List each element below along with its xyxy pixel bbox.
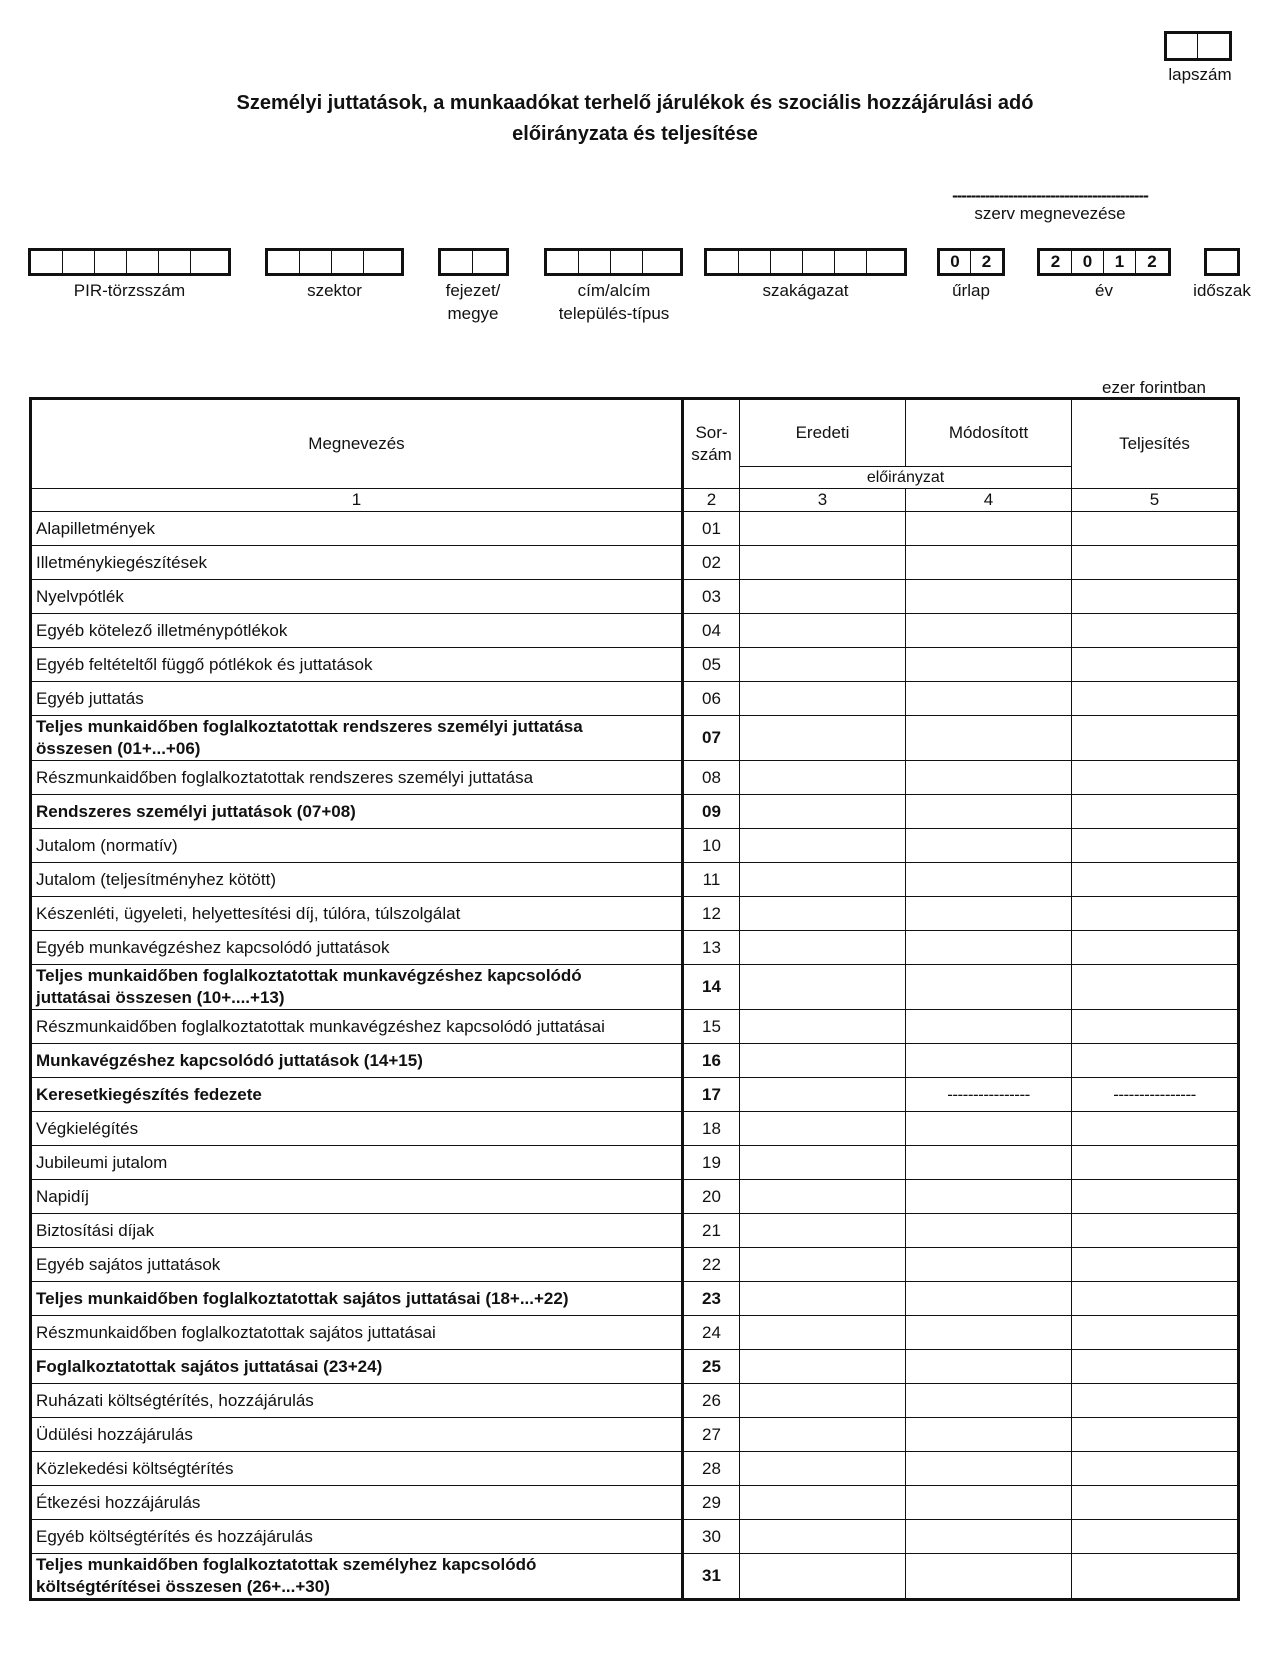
table-row (31, 1282, 1239, 1316)
row-label: Részmunkaidőben foglalkoztatottak sajátos juttatásai (31, 1316, 683, 1350)
col-number-5: 5 (1072, 489, 1239, 512)
performance-cell[interactable] (1072, 965, 1239, 1010)
row-label: Teljes munkaidőben foglalkoztatottak sajátos juttatásai (18+...+22) (31, 1282, 683, 1316)
performance-cell[interactable] (1072, 580, 1239, 614)
row-serial-number: 13 (683, 931, 740, 965)
row-label: Jutalom (normatív) (31, 829, 683, 863)
original-appropriation-cell[interactable] (740, 682, 906, 716)
table-row (31, 761, 1239, 795)
page-number-digit-1[interactable] (1167, 34, 1198, 58)
col-number-2: 2 (683, 489, 740, 512)
performance-cell[interactable] (1072, 614, 1239, 648)
table-row (31, 546, 1239, 580)
table-row (31, 1010, 1239, 1044)
row-serial-number: 09 (683, 795, 740, 829)
row-serial-number: 26 (683, 1384, 740, 1418)
original-appropriation-cell[interactable] (740, 1044, 906, 1078)
original-appropriation-cell[interactable] (740, 1112, 906, 1146)
performance-cell[interactable] (1072, 1418, 1239, 1452)
original-appropriation-cell[interactable] (740, 1248, 906, 1282)
performance-cell[interactable] (1072, 863, 1239, 897)
modified-appropriation-cell[interactable] (906, 580, 1072, 614)
row-serial-number: 27 (683, 1418, 740, 1452)
original-appropriation-cell[interactable] (740, 795, 906, 829)
row-serial-number: 10 (683, 829, 740, 863)
table-row (31, 1044, 1239, 1078)
table-row (31, 965, 1239, 1010)
row-label: Egyéb feltételtől függő pótlékok és juttatások (31, 648, 683, 682)
performance-cell[interactable] (1072, 1180, 1239, 1214)
form-digit-1[interactable]: 0 (940, 251, 971, 273)
modified-appropriation-cell[interactable] (906, 1350, 1072, 1384)
row-label: Egyéb juttatás (31, 682, 683, 716)
row-label: Üdülési hozzájárulás (31, 1418, 683, 1452)
modified-appropriation-cell[interactable] (906, 829, 1072, 863)
header-performance: Teljesítés (1072, 399, 1239, 489)
row-serial-number: 02 (683, 546, 740, 580)
original-appropriation-cell[interactable] (740, 1486, 906, 1520)
org-name-line[interactable]: ------------------------------------------ (952, 186, 1148, 205)
original-appropriation-cell[interactable] (740, 1452, 906, 1486)
original-appropriation-cell[interactable] (740, 1554, 906, 1600)
original-appropriation-cell[interactable] (740, 897, 906, 931)
original-appropriation-cell[interactable] (740, 512, 906, 546)
original-appropriation-cell[interactable] (740, 580, 906, 614)
row-label: Egyéb kötelező illetménypótlékok (31, 614, 683, 648)
modified-appropriation-cell[interactable] (906, 512, 1072, 546)
modified-appropriation-cell[interactable] (906, 546, 1072, 580)
table-row (31, 1248, 1239, 1282)
performance-cell[interactable] (1072, 761, 1239, 795)
page-title (140, 88, 1130, 150)
modified-appropriation-cell[interactable] (906, 1010, 1072, 1044)
performance-cell[interactable] (1072, 682, 1239, 716)
original-appropriation-cell[interactable] (740, 1520, 906, 1554)
modified-appropriation-cell[interactable] (906, 716, 1072, 761)
title-code-boxes[interactable] (544, 248, 683, 276)
chapter-label-2: megye (447, 304, 499, 323)
original-appropriation-cell[interactable] (740, 863, 906, 897)
table-row (31, 1486, 1239, 1520)
original-appropriation-cell[interactable] (740, 716, 906, 761)
original-appropriation-cell[interactable] (740, 1350, 906, 1384)
table-row (31, 1316, 1239, 1350)
table-row (31, 682, 1239, 716)
branch-boxes[interactable] (704, 248, 907, 276)
year-digit-4[interactable]: 2 (1147, 252, 1157, 271)
title-line-1: Személyi juttatások, a munkaadókat terhelő járulékok és szociális hozzájárulási adó (236, 92, 1034, 114)
row-label: Részmunkaidőben foglalkoztatottak rendszeres személyi juttatása (31, 761, 683, 795)
table-row (31, 1452, 1239, 1486)
modified-appropriation-cell[interactable] (906, 1316, 1072, 1350)
table-row (31, 829, 1239, 863)
unit-label: ezer forintban (1102, 378, 1206, 397)
performance-cell: ---------------- (1072, 1078, 1239, 1112)
original-appropriation-cell[interactable] (740, 1282, 906, 1316)
col-number-4: 4 (906, 489, 1072, 512)
row-serial-number: 07 (683, 716, 740, 761)
performance-cell[interactable] (1072, 1214, 1239, 1248)
performance-cell[interactable] (1072, 716, 1239, 761)
original-appropriation-cell[interactable] (740, 1180, 906, 1214)
performance-cell[interactable] (1072, 1282, 1239, 1316)
row-serial-number: 06 (683, 682, 740, 716)
table-row (31, 795, 1239, 829)
header-name: Megnevezés (31, 399, 683, 489)
header-modified: Módosított (906, 399, 1072, 467)
original-appropriation-cell[interactable] (740, 1010, 906, 1044)
title-code-label-2: település-típus (558, 304, 670, 323)
table-body (31, 512, 1239, 1600)
year-digit-2[interactable]: 0 (1072, 251, 1104, 273)
period-label: időszak (1193, 281, 1251, 300)
col-number-1: 1 (31, 489, 683, 512)
table-row (31, 648, 1239, 682)
row-label: Végkielégítés (31, 1112, 683, 1146)
row-label: Rendszeres személyi juttatások (07+08) (31, 795, 683, 829)
original-appropriation-cell[interactable] (740, 829, 906, 863)
modified-appropriation-cell[interactable] (906, 1418, 1072, 1452)
pir-number-boxes[interactable] (28, 248, 231, 276)
row-label: Biztosítási díjak (31, 1214, 683, 1248)
modified-appropriation-cell[interactable] (906, 614, 1072, 648)
row-label: Teljes munkaidőben foglalkoztatottak személyhez kapcsolódó költségtérítései összesen (26+...+30) (31, 1554, 683, 1600)
row-serial-number: 17 (683, 1078, 740, 1112)
row-label: Alapilletmények (31, 512, 683, 546)
row-serial-number: 21 (683, 1214, 740, 1248)
org-name-label: szerv megnevezése (974, 204, 1126, 223)
table-row (31, 1214, 1239, 1248)
table-row (31, 1554, 1239, 1600)
row-serial-number: 19 (683, 1146, 740, 1180)
row-serial-number: 25 (683, 1350, 740, 1384)
row-label: Közlekedési költségtérítés (31, 1452, 683, 1486)
table-row (31, 1078, 1239, 1112)
row-serial-number: 28 (683, 1452, 740, 1486)
row-label: Egyéb költségtérítés és hozzájárulás (31, 1520, 683, 1554)
modified-appropriation-cell[interactable] (906, 1384, 1072, 1418)
period-box[interactable] (1204, 248, 1240, 276)
performance-cell[interactable] (1072, 829, 1239, 863)
row-serial-number: 12 (683, 897, 740, 931)
row-label: Munkavégzéshez kapcsolódó juttatások (14+15) (31, 1044, 683, 1078)
performance-cell[interactable] (1072, 1248, 1239, 1282)
performance-cell[interactable] (1072, 1316, 1239, 1350)
year-digit-3[interactable]: 1 (1104, 251, 1136, 273)
table-row (31, 897, 1239, 931)
row-label: Foglalkoztatottak sajátos juttatásai (23+24) (31, 1350, 683, 1384)
page-number-digit-2[interactable] (1198, 34, 1229, 58)
modified-appropriation-cell[interactable] (906, 1146, 1072, 1180)
performance-cell[interactable] (1072, 1486, 1239, 1520)
modified-appropriation-cell[interactable] (906, 863, 1072, 897)
table-row (31, 1180, 1239, 1214)
table-row (31, 1112, 1239, 1146)
form-boxes[interactable] (937, 248, 1005, 276)
row-serial-number: 31 (683, 1554, 740, 1600)
modified-appropriation-cell[interactable] (906, 965, 1072, 1010)
table-row (31, 1350, 1239, 1384)
modified-appropriation-cell[interactable] (906, 1112, 1072, 1146)
performance-cell[interactable] (1072, 1520, 1239, 1554)
sector-label: szektor (307, 281, 362, 300)
modified-appropriation-cell[interactable] (906, 1486, 1072, 1520)
modified-appropriation-cell[interactable] (906, 931, 1072, 965)
row-serial-number: 18 (683, 1112, 740, 1146)
row-serial-number: 29 (683, 1486, 740, 1520)
performance-cell[interactable] (1072, 795, 1239, 829)
row-serial-number: 16 (683, 1044, 740, 1078)
row-label: Ruházati költségtérítés, hozzájárulás (31, 1384, 683, 1418)
performance-cell[interactable] (1072, 1146, 1239, 1180)
row-serial-number: 03 (683, 580, 740, 614)
modified-appropriation-cell[interactable] (906, 795, 1072, 829)
row-label: Nyelvpótlék (31, 580, 683, 614)
table-row (31, 614, 1239, 648)
modified-appropriation-cell[interactable] (906, 1520, 1072, 1554)
chapter-label-1: fejezet/ (445, 281, 501, 300)
table-row (31, 512, 1239, 546)
original-appropriation-cell[interactable] (740, 648, 906, 682)
table-row (31, 863, 1239, 897)
original-appropriation-cell[interactable] (740, 965, 906, 1010)
sector-boxes[interactable] (265, 248, 404, 276)
page-number-box[interactable] (1164, 31, 1232, 61)
original-appropriation-cell[interactable] (740, 761, 906, 795)
row-serial-number: 22 (683, 1248, 740, 1282)
header-original: Eredeti (740, 399, 906, 467)
row-serial-number: 23 (683, 1282, 740, 1316)
row-serial-number: 20 (683, 1180, 740, 1214)
modified-appropriation-cell[interactable] (906, 1180, 1072, 1214)
title-line-2: előirányzata és teljesítése (512, 123, 758, 145)
row-label: Egyéb sajátos juttatások (31, 1248, 683, 1282)
row-label: Jubileumi jutalom (31, 1146, 683, 1180)
row-label: Illetménykiegészítések (31, 546, 683, 580)
pir-number-label: PIR-törzsszám (73, 281, 186, 300)
row-label: Egyéb munkavégzéshez kapcsolódó juttatások (31, 931, 683, 965)
performance-cell[interactable] (1072, 1452, 1239, 1486)
original-appropriation-cell[interactable] (740, 1316, 906, 1350)
chapter-boxes[interactable] (438, 248, 509, 276)
original-appropriation-cell[interactable] (740, 1078, 906, 1112)
original-appropriation-cell[interactable] (740, 1214, 906, 1248)
row-label: Részmunkaidőben foglalkoztatottak munkavégzéshez kapcsolódó juttatásai (31, 1010, 683, 1044)
row-serial-number: 04 (683, 614, 740, 648)
table-row (31, 716, 1239, 761)
modified-appropriation-cell[interactable] (906, 1248, 1072, 1282)
table-row (31, 1520, 1239, 1554)
modified-appropriation-cell[interactable] (906, 1044, 1072, 1078)
performance-cell[interactable] (1072, 1010, 1239, 1044)
performance-cell[interactable] (1072, 546, 1239, 580)
header-serial: Sor- szám (683, 399, 740, 489)
performance-cell[interactable] (1072, 1112, 1239, 1146)
original-appropriation-cell[interactable] (740, 614, 906, 648)
performance-cell[interactable] (1072, 897, 1239, 931)
original-appropriation-cell[interactable] (740, 931, 906, 965)
row-serial-number: 30 (683, 1520, 740, 1554)
original-appropriation-cell[interactable] (740, 1418, 906, 1452)
performance-cell[interactable] (1072, 1350, 1239, 1384)
year-label: év (1095, 281, 1113, 300)
modified-appropriation-cell[interactable] (906, 682, 1072, 716)
page-number-label: lapszám (1168, 65, 1232, 84)
modified-appropriation-cell: ---------------- (906, 1078, 1072, 1112)
performance-cell[interactable] (1072, 1554, 1239, 1600)
table-row (31, 1418, 1239, 1452)
table-row (31, 931, 1239, 965)
table-row (31, 1146, 1239, 1180)
modified-appropriation-cell[interactable] (906, 648, 1072, 682)
modified-appropriation-cell[interactable] (906, 1282, 1072, 1316)
row-serial-number: 14 (683, 965, 740, 1010)
row-serial-number: 01 (683, 512, 740, 546)
title-code-label-1: cím/alcím (577, 281, 651, 300)
original-appropriation-cell[interactable] (740, 546, 906, 580)
row-serial-number: 24 (683, 1316, 740, 1350)
modified-appropriation-cell[interactable] (906, 1452, 1072, 1486)
performance-cell[interactable] (1072, 512, 1239, 546)
row-serial-number: 05 (683, 648, 740, 682)
row-label: Készenléti, ügyeleti, helyettesítési díj, túlóra, túlszolgálat (31, 897, 683, 931)
row-label: Teljes munkaidőben foglalkoztatottak munkavégzéshez kapcsolódó juttatásai összesen (10+....+13) (31, 965, 683, 1010)
row-label: Napidíj (31, 1180, 683, 1214)
row-serial-number: 11 (683, 863, 740, 897)
row-label: Teljes munkaidőben foglalkoztatottak rendszeres személyi juttatása összesen (01+...+06) (31, 716, 683, 761)
appropriation-table (29, 397, 1240, 1601)
branch-label: szakágazat (762, 281, 849, 300)
row-serial-number: 15 (683, 1010, 740, 1044)
row-label: Keresetkiegészítés fedezete (31, 1078, 683, 1112)
row-label: Jutalom (teljesítményhez kötött) (31, 863, 683, 897)
table-row (31, 580, 1239, 614)
performance-cell[interactable] (1072, 1384, 1239, 1418)
modified-appropriation-cell[interactable] (906, 897, 1072, 931)
performance-cell[interactable] (1072, 1044, 1239, 1078)
performance-cell[interactable] (1072, 931, 1239, 965)
original-appropriation-cell[interactable] (740, 1384, 906, 1418)
modified-appropriation-cell[interactable] (906, 1214, 1072, 1248)
row-serial-number: 08 (683, 761, 740, 795)
original-appropriation-cell[interactable] (740, 1146, 906, 1180)
year-boxes[interactable] (1037, 248, 1171, 276)
performance-cell[interactable] (1072, 648, 1239, 682)
form-label: űrlap (952, 281, 990, 300)
year-digit-1[interactable]: 2 (1040, 251, 1072, 273)
modified-appropriation-cell[interactable] (906, 761, 1072, 795)
table-row (31, 1384, 1239, 1418)
col-number-3: 3 (740, 489, 906, 512)
form-digit-2[interactable]: 2 (981, 252, 992, 271)
modified-appropriation-cell[interactable] (906, 1554, 1072, 1600)
row-label: Étkezési hozzájárulás (31, 1486, 683, 1520)
header-appropriation: előirányzat (740, 467, 1072, 489)
